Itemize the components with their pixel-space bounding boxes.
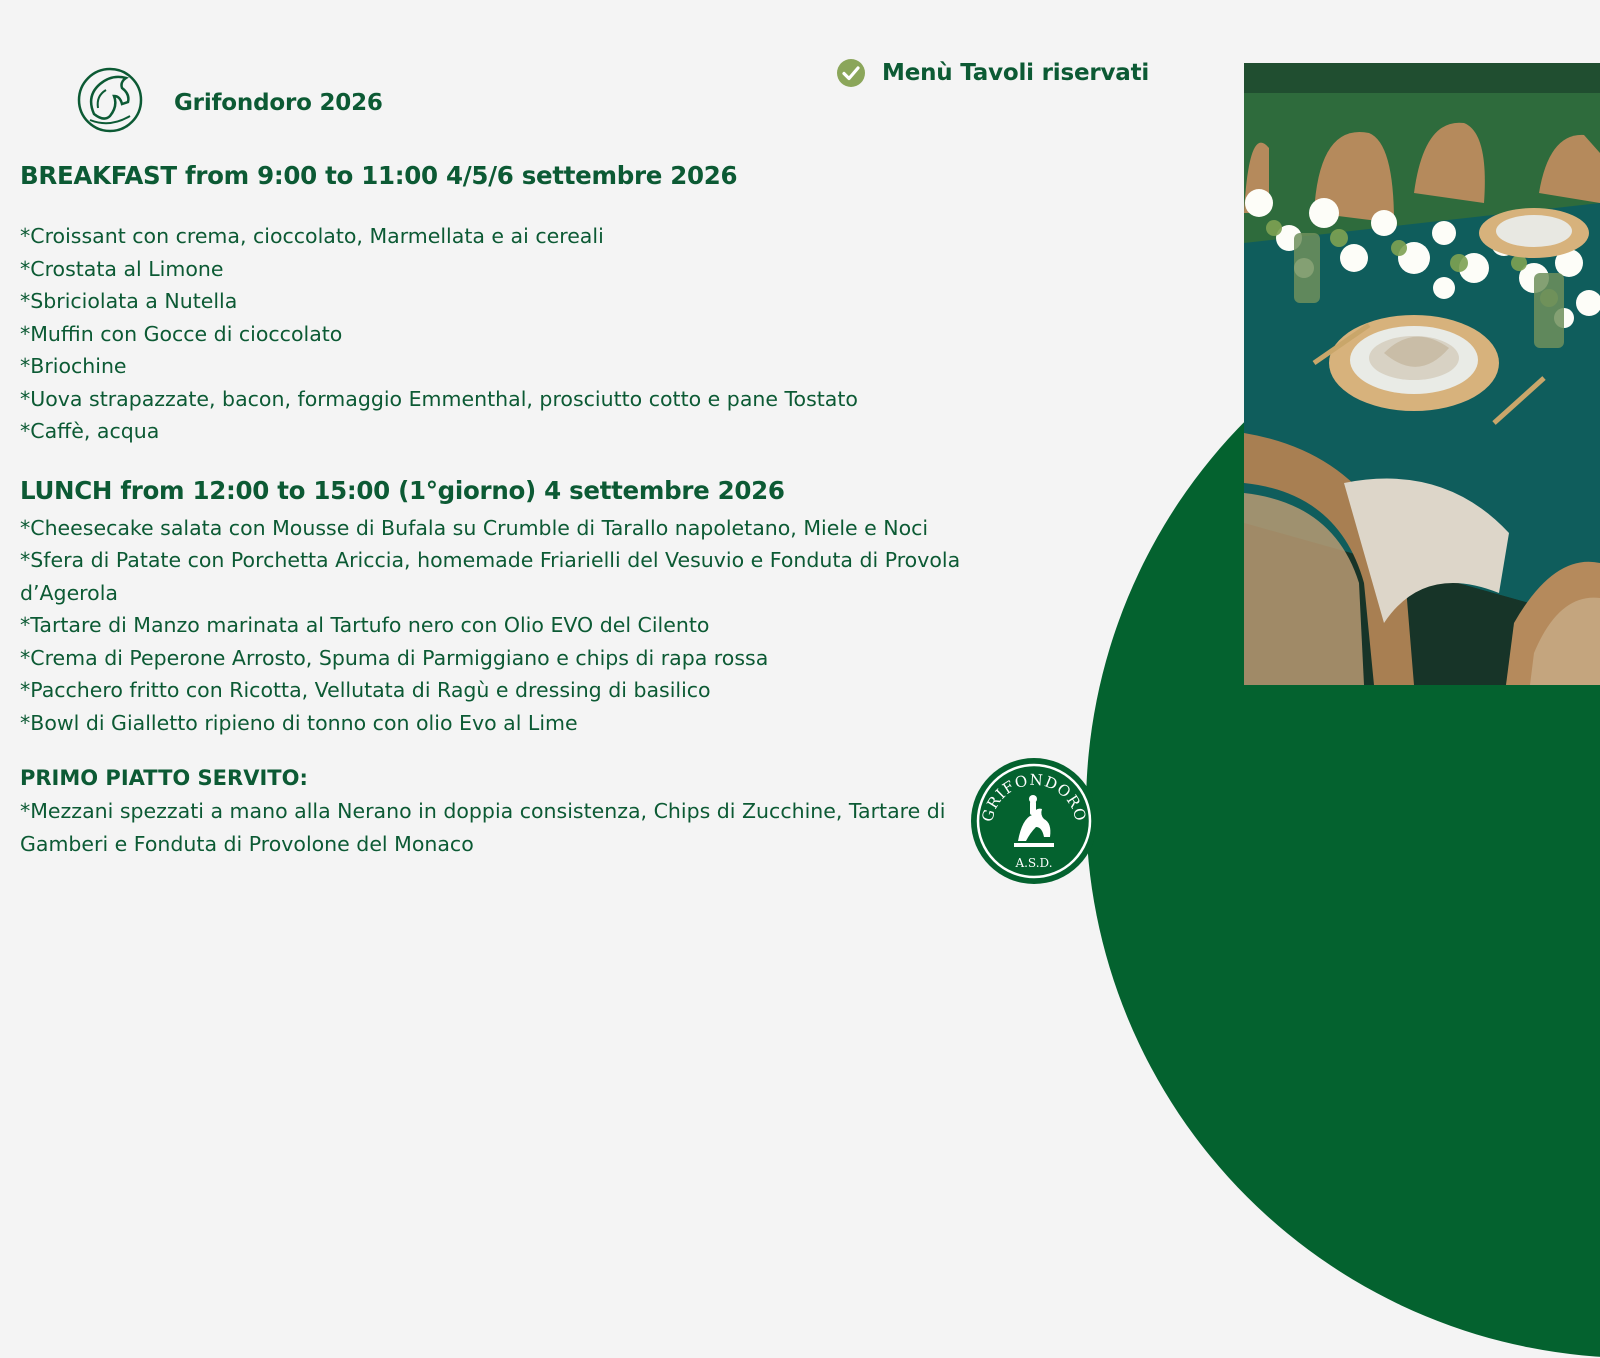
menu-tag	[836, 58, 1149, 88]
list-item: *Crostata al Limone	[20, 256, 224, 281]
list-item: *Cheesecake salata con Mousse di Bufala su Crumble di Tarallo napoletano, Miele e Noci	[20, 515, 929, 540]
spacer	[20, 448, 980, 470]
menu-content	[20, 155, 980, 860]
list-item: *Bowl di Gialletto ripieno di tonno con olio Evo al Lime	[20, 710, 578, 735]
table-setting-photo	[1244, 63, 1600, 685]
list-item: *Pacchero fritto con Ricotta, Vellutata di Ragù e dressing di basilico	[20, 678, 711, 702]
menu-tag-label: Menù Tavoli riservati	[882, 60, 1150, 86]
primo-heading: PRIMO PIATTO SERVITO:	[20, 766, 308, 790]
horse-logo-icon	[76, 66, 144, 134]
primo-list	[20, 795, 980, 860]
club-seal-logo	[970, 757, 1098, 885]
list-item: *Briochine	[20, 354, 127, 378]
spacer	[20, 739, 980, 761]
list-item: *Croissant con crema, cioccolato, Marmellata e ai cereali	[20, 224, 604, 248]
lunch-list	[20, 512, 980, 740]
lunch-heading: LUNCH from 12:00 to 15:00 (1°giorno) 4 settembre 2026	[20, 475, 785, 505]
breakfast-list	[20, 220, 980, 448]
list-item: *Crema di Peperone Arrosto, Spuma di Parmiggiano e chips di rapa rossa	[20, 645, 769, 670]
spacer	[20, 197, 980, 220]
list-item: *Sfera di Patate con Porchetta Ariccia, homemade Friarielli del Vesuvio e Fonduta di Provola d’Agerola	[20, 548, 961, 605]
list-item: *Uova strapazzate, bacon, formaggio Emmenthal, prosciutto cotto e pane Tostato	[20, 386, 858, 411]
list-item: *Caffè, acqua	[20, 419, 160, 443]
breakfast-heading: BREAKFAST from 9:00 to 11:00 4/5/6 settembre 2026	[20, 161, 738, 190]
seal-name: GRIFONDORO	[978, 770, 1090, 824]
list-item: *Mezzani spezzati a mano alla Nerano in doppia consistenza, Chips di Zucchine, Tartare di Gamberi e Fonduta di Provolone del Monaco	[20, 799, 946, 856]
list-item: *Tartare di Manzo marinata al Tartufo nero con Olio EVO del Cilento	[20, 613, 710, 637]
seal-suffix: A.S.D.	[1015, 856, 1053, 870]
brand-title: Grifondoro 2026	[174, 90, 383, 116]
check-circle-icon	[836, 58, 866, 88]
list-item: *Sbriciolata a Nutella	[20, 289, 238, 313]
list-item: *Muffin con Gocce di cioccolato	[20, 321, 343, 346]
